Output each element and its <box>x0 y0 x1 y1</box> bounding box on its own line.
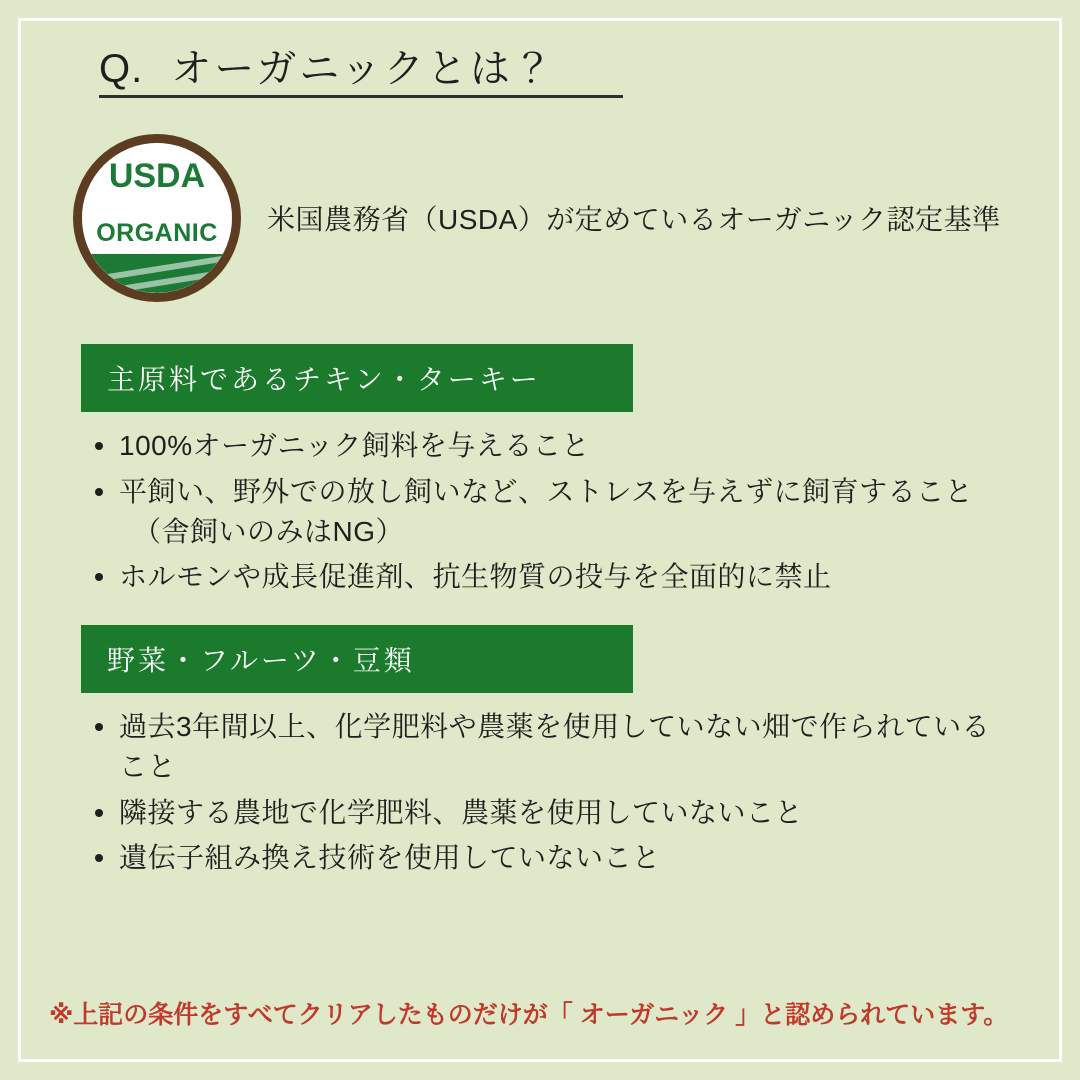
section-heading-main-ingredients: 主原料であるチキン・ターキー <box>81 344 633 412</box>
footnote-text: ※上記の条件をすべてクリアしたものだけが「 オーガニック 」と認められています。 <box>49 1001 1009 1029</box>
list-item <box>89 426 1015 466</box>
list-item-text: 遺伝子組み換え技術を使用していないこと <box>119 842 661 874</box>
list-item-text: ホルモンや成長促進剤、抗生物質の投与を全面的に禁止 <box>119 561 832 593</box>
usda-row <box>73 134 1025 302</box>
list-item <box>89 838 1015 878</box>
usda-organic-seal-icon <box>73 134 241 302</box>
list-item <box>89 793 1015 833</box>
seal-inner <box>82 143 232 293</box>
seal-organic-text: ORGANIC <box>96 219 218 247</box>
usda-caption: 米国農務省（USDA）が定めているオーガニック認定基準 <box>267 204 1001 235</box>
list-item-text: 平飼い、野外での放し飼いなど、ストレスを与えずに飼育すること <box>119 475 974 507</box>
list-item <box>89 472 1015 552</box>
list-item <box>89 557 1015 597</box>
question-label: Q. <box>99 47 144 91</box>
title-text: オーガニックとは？ <box>171 47 556 91</box>
page-title <box>99 47 623 98</box>
section-heading-vegetables: 野菜・フルーツ・豆類 <box>81 625 633 693</box>
bullet-list-main-ingredients <box>55 426 1025 597</box>
seal-organic-band <box>82 214 232 254</box>
list-item-text: 過去3年間以上、化学肥料や農薬を使用していない畑で作られていること <box>119 711 991 782</box>
list-item-text: 100%オーガニック飼料を与えること <box>119 430 590 461</box>
list-item-subtext: （舎飼いのみはNG） <box>133 515 405 547</box>
bullet-list-vegetables <box>55 707 1025 878</box>
seal-usda-text: USDA <box>108 157 206 195</box>
content-frame <box>18 18 1062 1062</box>
list-item <box>89 707 1015 787</box>
list-item-text: 隣接する農地で化学肥料、農薬を使用していないこと <box>119 796 804 828</box>
